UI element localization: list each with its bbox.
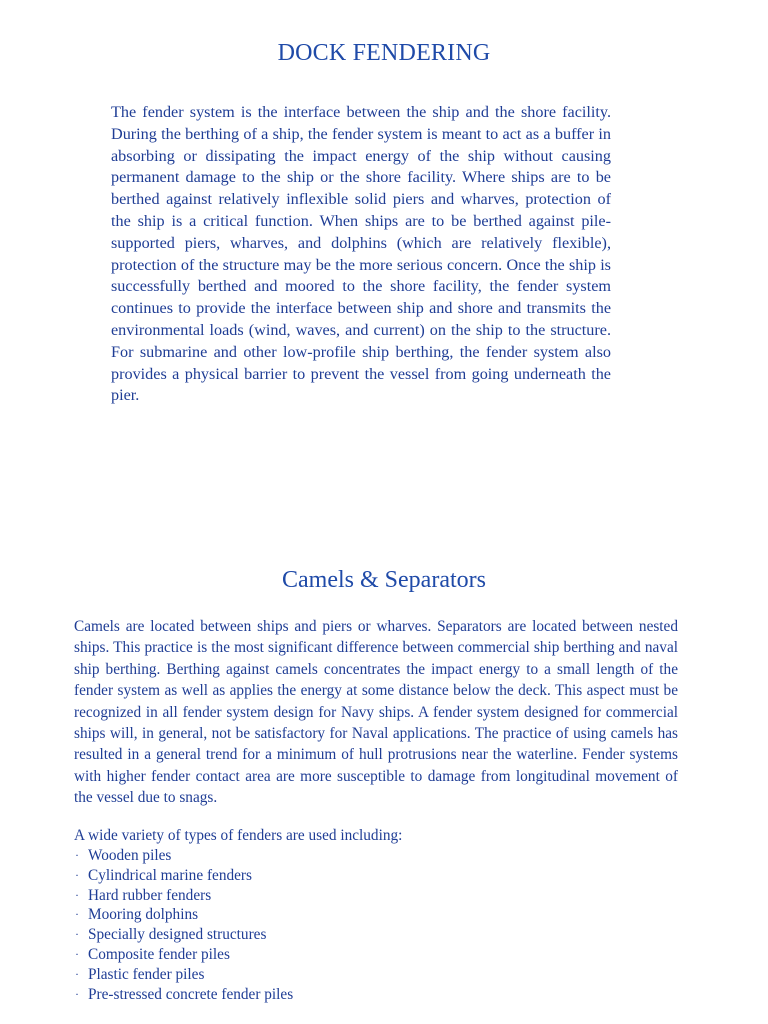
fender-types-list xyxy=(74,846,293,1004)
list-item-label: Plastic fender piles xyxy=(88,965,205,983)
bullet-icon: · xyxy=(75,907,79,922)
list-item-label: Specially designed structures xyxy=(88,926,267,944)
list-item-label: Composite fender piles xyxy=(88,945,230,963)
list-item-label: Mooring dolphins xyxy=(88,906,199,924)
list-item xyxy=(74,886,293,906)
list-item xyxy=(74,985,293,1005)
list-item-label: Pre-stressed concrete fender piles xyxy=(88,985,294,1003)
bullet-icon: · xyxy=(75,848,79,862)
list-item xyxy=(74,866,293,886)
list-item-label: Cylindrical marine fenders xyxy=(88,866,252,884)
bullet-icon: · xyxy=(75,986,79,1001)
bullet-icon: · xyxy=(75,887,79,902)
fender-types-intro: A wide variety of types of fenders are used including: xyxy=(74,827,403,844)
bullet-icon: · xyxy=(75,927,79,942)
section-title-camels-separators: Camels & Separators xyxy=(282,567,486,593)
dock-fendering-paragraph: The fender system is the interface between the ship and the shore facility. During the berthing of a ship, the fender system is meant to act as a buffer in absorbing or dissipating the impact energy of the ship without causing permanent damage to the ship or the shore facility. Where ships are to be berthed against relatively inflexible solid piers and wharves, protection of the ship is a critical function. When ships are to be berthed against pile-supported piers, wharves, and dolphins (which are relatively flexible), protection of the structure may be the more serious concern. Once the ship is successfully berthed and moored to the shore facility, the fender system continues to provide the interface between ship and shore and transmits the environmental loads (wind, waves, and current) on the ship to the structure. For submarine and other low-profile ship berthing, the fender system also provides a physical barrier to prevent the vessel from going underneath the pier. xyxy=(111,103,611,405)
bullet-icon: · xyxy=(75,867,79,882)
bullet-icon: · xyxy=(75,946,79,961)
camels-separators-paragraph: Camels are located between ships and piers or wharves. Separators are located between nested ships. This practice is the most significant difference between commercial ship berthing and naval ship berthing. Berthing against camels concentrates the impact energy to a small length of the fender system as well as applies the energy at some distance below the deck. This aspect must be recognized in all fender system design for Navy ships. A fender system designed for commercial ships will, in general, not be satisfactory for Naval applications. The practice of using camels has resulted in a general trend for a minimum of hull protrusions near the waterline. Fender systems with higher fender contact area are more susceptible to damage from longitudinal movement of the vessel due to snags. xyxy=(74,618,678,807)
list-item xyxy=(74,846,293,866)
list-item-label: Wooden piles xyxy=(88,847,172,864)
list-item xyxy=(74,905,293,925)
bullet-icon: · xyxy=(75,966,79,981)
page-title: DOCK FENDERING xyxy=(277,40,491,66)
list-item xyxy=(74,945,293,965)
list-item xyxy=(74,965,293,985)
list-item-label: Hard rubber fenders xyxy=(88,886,212,904)
list-item xyxy=(74,925,293,945)
